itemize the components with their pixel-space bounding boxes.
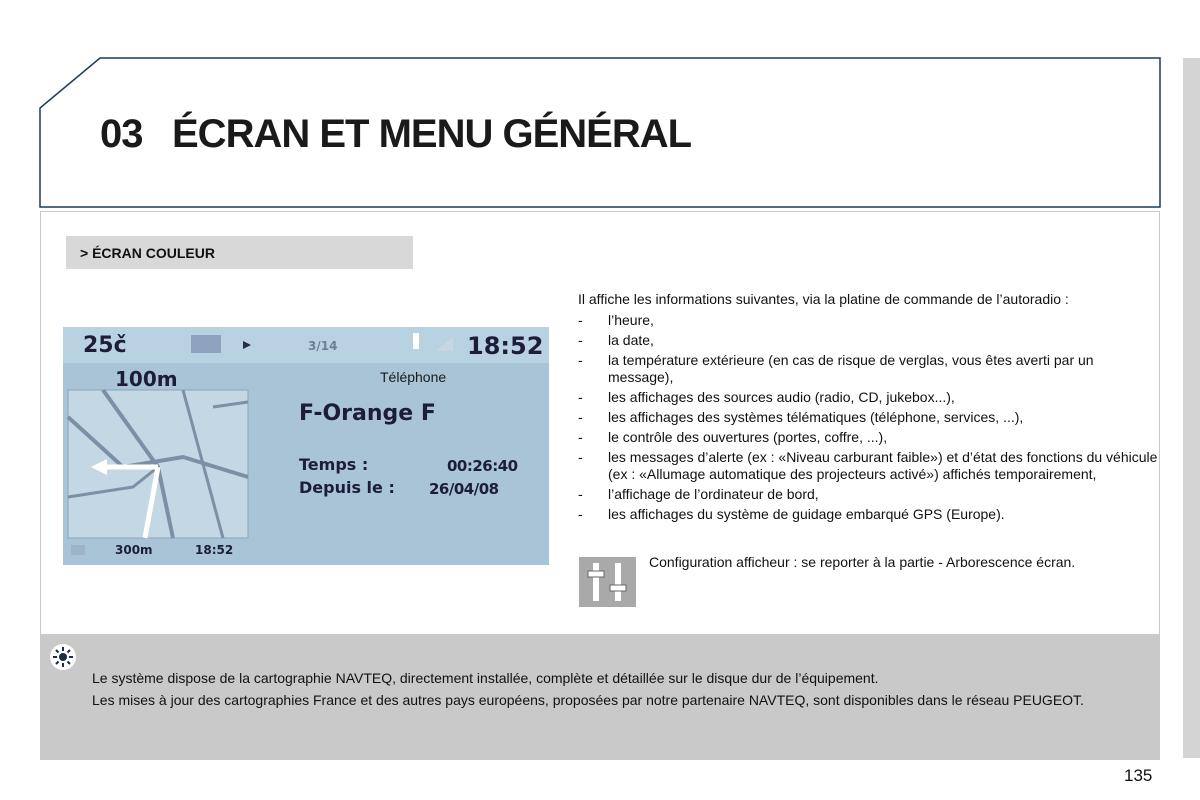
arrival-time: 18:52 [195, 543, 234, 557]
list-item-text: les affichages des systèmes télématiques (téléphone, services, ...), [608, 409, 1024, 425]
list-item [578, 332, 1158, 349]
next-turn-distance: 100m [115, 367, 178, 391]
navigation-map [63, 327, 549, 565]
bullet-dash: - [578, 332, 583, 348]
call-time-label: Temps : [299, 455, 369, 474]
list-item [578, 429, 1158, 446]
note-paragraph-2: Les mises à jour des cartographies France et des autres pays européens, proposées par notre partenaire NAVTEQ, sont disponibles dans le réseau PEUGEOT. [92, 692, 1084, 708]
list-item [578, 389, 1158, 406]
page-number: 135 [1124, 766, 1153, 785]
list-item-text: les affichages des sources audio (radio, CD, jukebox...), [608, 389, 955, 405]
network-operator: F-Orange F [299, 401, 436, 426]
list-item-text: les affichages du système de guidage embarqué GPS (Europe). [608, 506, 1005, 522]
outside-temperature: 25č [83, 333, 127, 358]
list-item [578, 312, 1158, 329]
section-title: > ÉCRAN COULEUR [80, 245, 215, 261]
note-paragraph-1: Le système dispose de la cartographie NAVTEQ, directement installée, complète et détaillée sur le disque dur de l’équipement. [92, 670, 879, 686]
bullet-dash: - [578, 312, 583, 328]
intro-text: Il affiche les informations suivantes, via la platine de commande de l’autoradio : [578, 291, 1069, 307]
clock: 18:52 [467, 332, 544, 360]
display-screen-image [63, 327, 549, 565]
list-item-text: les messages d’alerte (ex : «Niveau carburant faible») et d’état des fonctions du véhicule (ex : «Allumage automatique des projecteurs activé») affichés temporairement, [608, 449, 1158, 482]
list-item-text: l’affichage de l’ordinateur de bord, [608, 486, 819, 502]
lightbulb-icon [50, 644, 76, 670]
chapter-number: 03 [100, 112, 143, 156]
page-edge-strip [1183, 58, 1200, 758]
call-time-value: 00:26:40 [447, 457, 518, 475]
since-value: 26/04/08 [429, 480, 499, 498]
active-source: Téléphone [380, 369, 447, 385]
list-item [578, 486, 1158, 503]
bullet-dash: - [578, 506, 583, 522]
header-frame [0, 0, 1200, 210]
config-note: Configuration afficheur : se reporter à la partie - Arborescence écran. [649, 554, 1076, 570]
settings-sliders-icon [579, 557, 636, 607]
list-item [578, 409, 1158, 426]
since-label: Depuis le : [299, 478, 395, 497]
list-item [578, 506, 1158, 523]
list-item-text: la date, [608, 332, 654, 348]
list-item [578, 449, 1158, 483]
remaining-distance: 300m [115, 543, 153, 557]
bullet-dash: - [578, 429, 583, 445]
list-item-text: le contrôle des ouvertures (portes, coffre, ...), [608, 429, 888, 445]
info-list [578, 312, 1158, 526]
bullet-dash: - [578, 352, 583, 368]
chapter-title: ÉCRAN ET MENU GÉNÉRAL [172, 112, 692, 156]
list-item [578, 352, 1158, 386]
bullet-dash: - [578, 409, 583, 425]
bullet-dash: - [578, 486, 583, 502]
list-item-text: l’heure, [608, 312, 654, 328]
bullet-dash: - [578, 449, 583, 465]
bullet-dash: - [578, 389, 583, 405]
list-item-text: la température extérieure (en cas de risque de verglas, vous êtes averti par un message), [608, 352, 1094, 385]
track-counter: 3/14 [308, 339, 338, 353]
